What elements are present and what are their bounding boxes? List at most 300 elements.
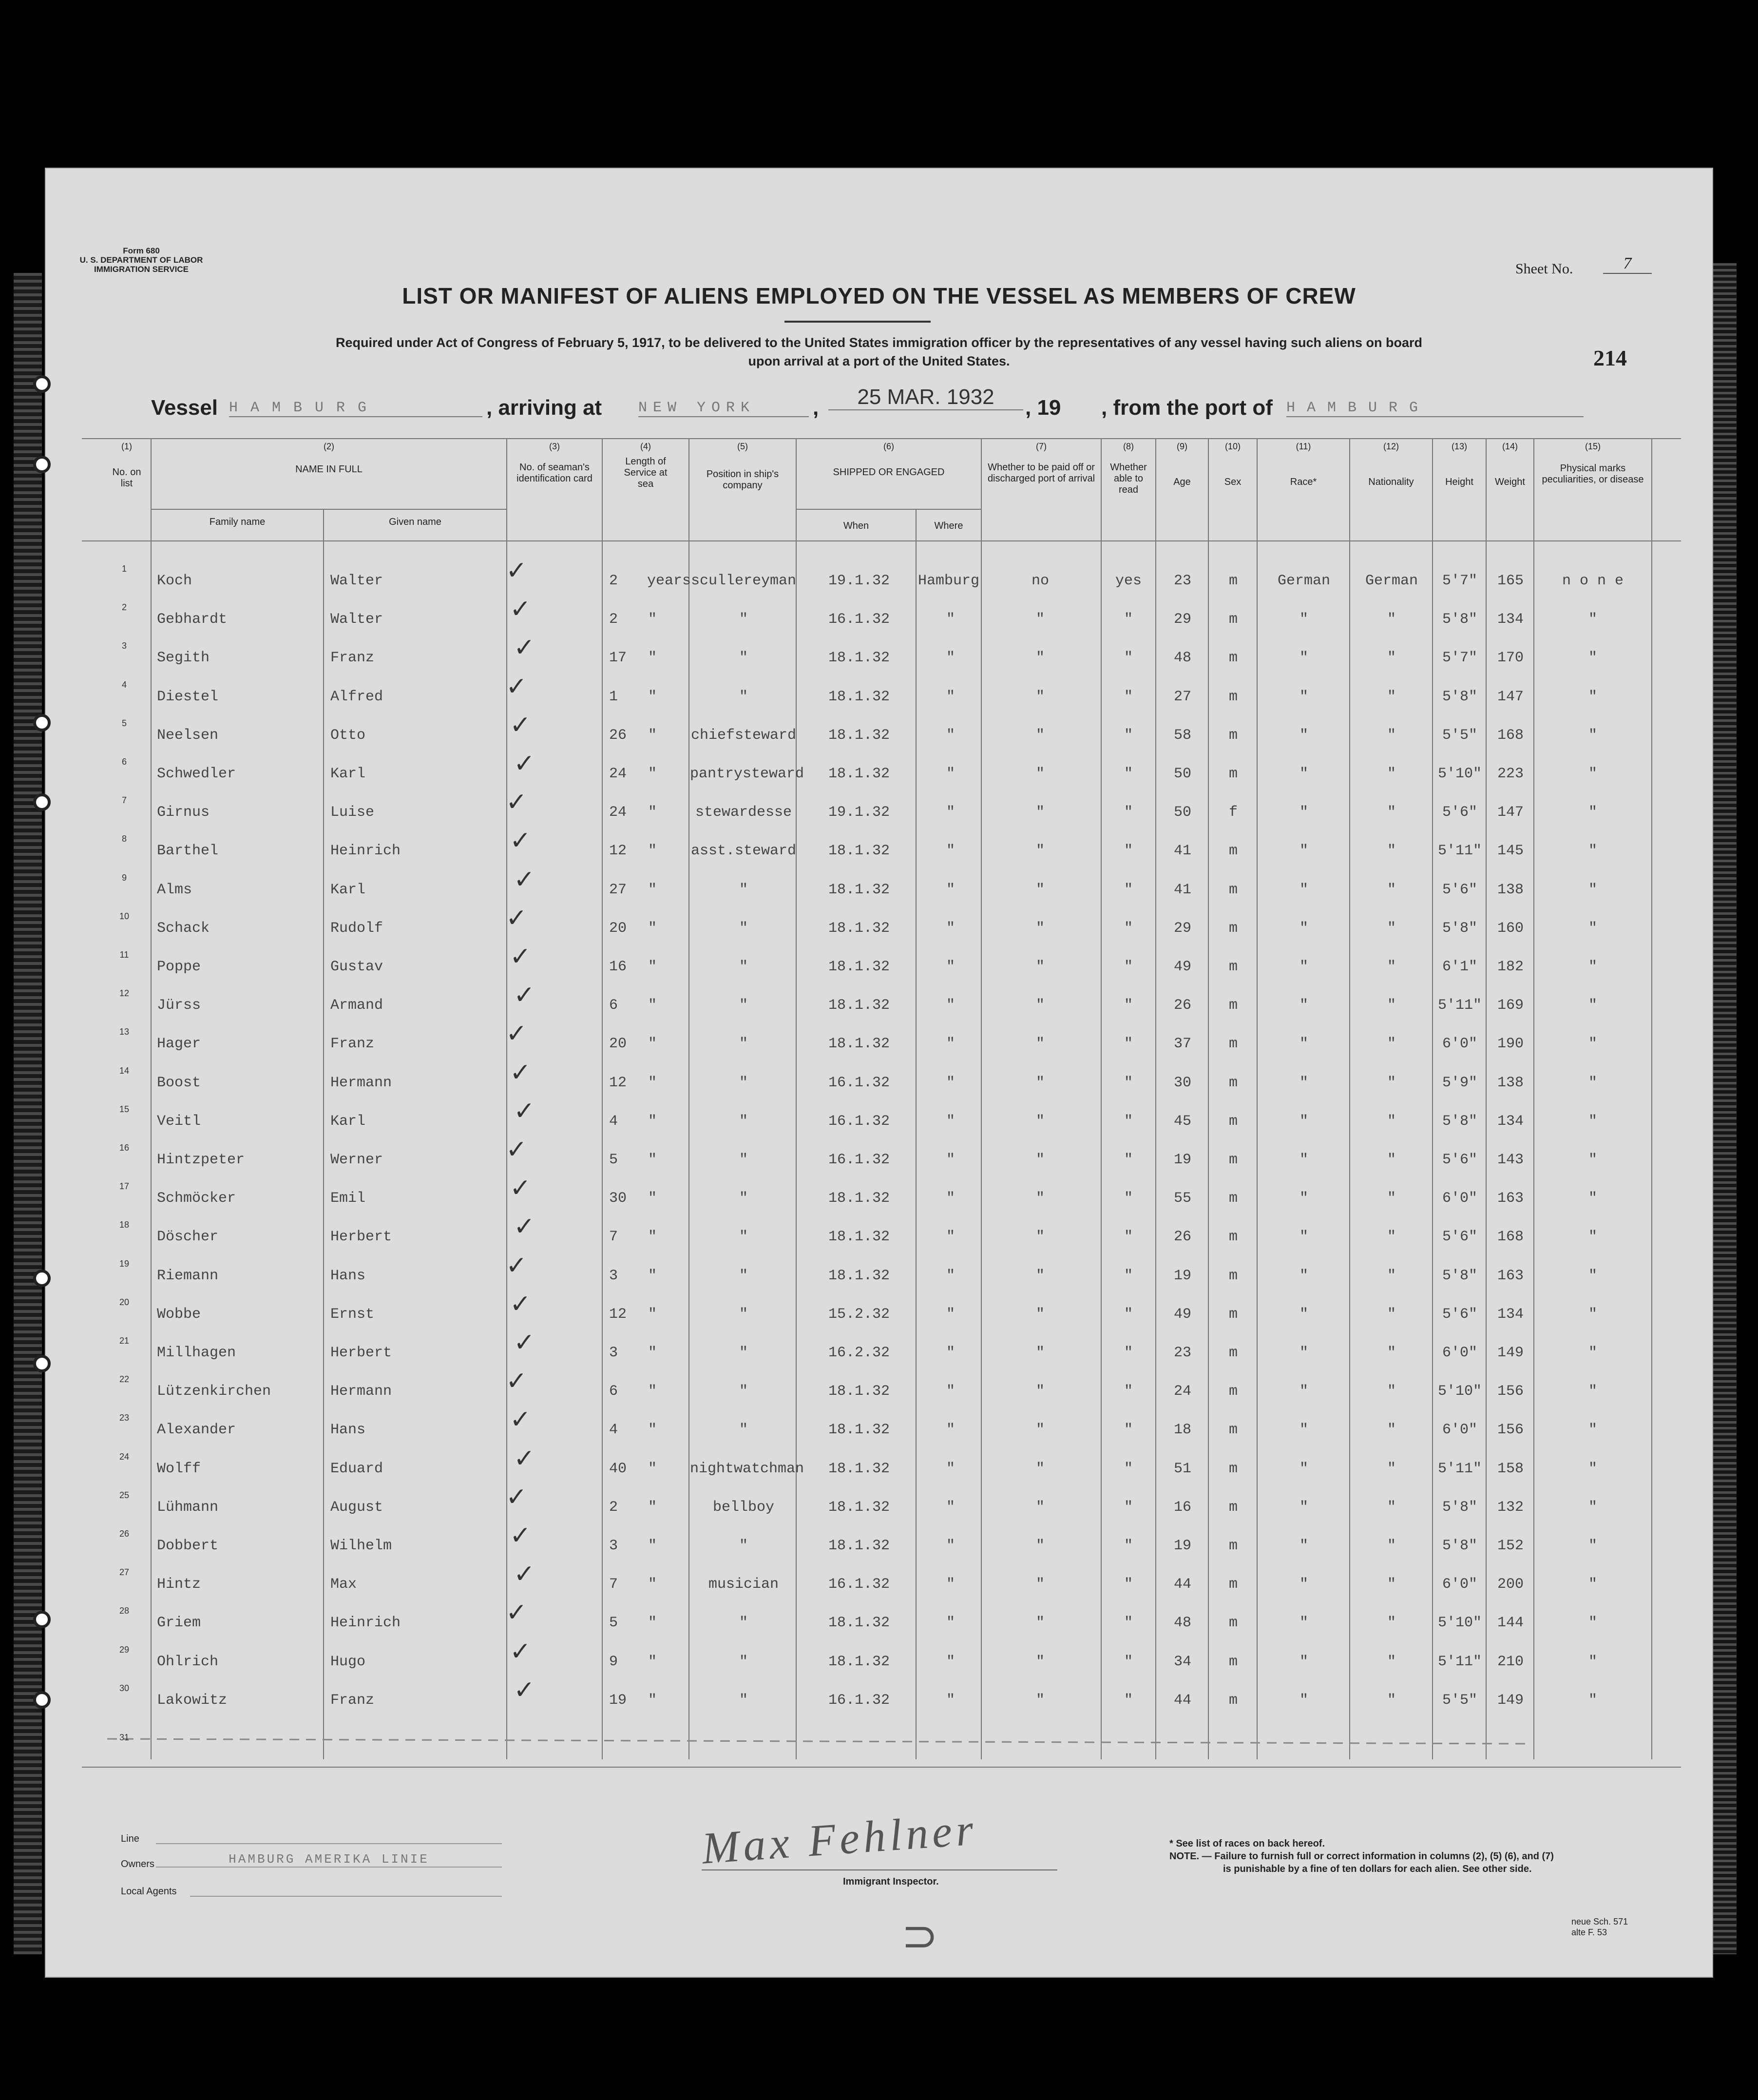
ditto-mark: " <box>1299 843 1308 860</box>
row-number: 5 <box>121 718 127 728</box>
ditto-mark: " <box>946 843 955 860</box>
given-name: Herbert <box>330 1229 392 1246</box>
position: nightwatchman <box>690 1460 804 1477</box>
ditto-mark: " <box>946 1460 955 1477</box>
ditto-mark: " <box>1387 1229 1396 1246</box>
sex: m <box>1228 959 1238 975</box>
family-name: Segith <box>157 650 210 667</box>
shipped-when: 19.1.32 <box>828 573 890 589</box>
sex: m <box>1228 1267 1238 1284</box>
col7-label: Whether to be paid off or discharged port of arrival <box>987 462 1095 484</box>
col6-number: (6) <box>883 442 894 451</box>
given-name: Otto <box>330 727 366 744</box>
weight: 145 <box>1497 843 1524 860</box>
ditto-mark: " <box>1124 1152 1133 1168</box>
ditto-mark: " <box>1299 1615 1308 1632</box>
ditto-mark: " <box>1124 611 1133 628</box>
position: " <box>739 1152 748 1168</box>
position: " <box>739 1653 748 1670</box>
identification-check: ✓ <box>510 1521 531 1550</box>
weight: 138 <box>1497 881 1524 898</box>
weight: 200 <box>1497 1576 1524 1593</box>
age: 19 <box>1173 1538 1191 1554</box>
ditto-mark: " <box>1124 1499 1133 1516</box>
ditto-mark: " <box>1035 727 1045 744</box>
identification-check: ✓ <box>514 749 535 778</box>
row-number: 6 <box>121 757 127 767</box>
identification-check: ✓ <box>506 672 527 701</box>
ditto-mark: " <box>1035 1306 1045 1323</box>
height: 5'8" <box>1442 1538 1477 1554</box>
ditto-mark: " <box>1387 650 1396 667</box>
family-name: Wolff <box>157 1460 201 1477</box>
ditto-mark: " <box>648 1306 657 1323</box>
ditto-mark: " <box>946 766 955 782</box>
age: 49 <box>1173 959 1191 975</box>
identification-check: ✓ <box>510 710 531 740</box>
col4-label: Length of Service at sea <box>624 456 668 489</box>
shipped-when: 15.2.32 <box>828 1306 890 1323</box>
ditto-mark: " <box>946 1074 955 1091</box>
ditto-mark: " <box>1299 1538 1308 1554</box>
ditto-mark: " <box>648 1422 657 1439</box>
ditto-mark: " <box>1299 1267 1308 1284</box>
weight: 160 <box>1497 920 1524 937</box>
col15-number: (15) <box>1585 442 1601 451</box>
ditto-mark: " <box>1588 1267 1597 1284</box>
height: 5'7" <box>1442 650 1477 667</box>
identification-check: ✓ <box>506 1019 527 1049</box>
age: 29 <box>1173 920 1191 937</box>
sex: m <box>1228 1383 1238 1400</box>
shipped-when: 18.1.32 <box>828 997 890 1014</box>
ditto-mark: " <box>1124 881 1133 898</box>
weight: 210 <box>1497 1653 1524 1670</box>
identification-check: ✓ <box>506 788 527 817</box>
row-number: 17 <box>119 1181 130 1192</box>
paid-off: no <box>1031 573 1049 589</box>
family-name: Koch <box>157 573 192 589</box>
ditto-mark: " <box>1299 1306 1308 1323</box>
length-of-service: 1 <box>609 688 618 705</box>
arrival-port: NEW YORK <box>638 400 809 417</box>
col14-label: Weight <box>1495 477 1525 487</box>
sex: m <box>1228 688 1238 705</box>
length-of-service: 3 <box>609 1267 618 1284</box>
row-number: 10 <box>119 911 130 921</box>
weight: 134 <box>1497 1113 1524 1130</box>
arriving-label: , arriving at <box>486 396 602 420</box>
shipped-where: Hamburg <box>918 573 980 589</box>
ditto-mark: " <box>1387 1345 1396 1361</box>
ditto-mark: " <box>1299 881 1308 898</box>
ditto-mark: " <box>1588 997 1597 1014</box>
ditto-mark: " <box>1124 1576 1133 1593</box>
family-name: Gebhardt <box>157 611 228 628</box>
identification-check: ✓ <box>514 865 535 894</box>
family-name: Girnus <box>157 804 210 821</box>
family-name: Jürss <box>157 997 201 1014</box>
inspector-label: Immigrant Inspector. <box>843 1876 939 1887</box>
ditto-mark: " <box>1588 1074 1597 1091</box>
position: " <box>739 1692 748 1709</box>
sex: m <box>1228 1460 1238 1477</box>
ditto-mark: " <box>1035 1383 1045 1400</box>
ditto-mark: " <box>1588 1306 1597 1323</box>
shipped-when: 16.1.32 <box>828 1113 890 1130</box>
identification-check: ✓ <box>506 1598 527 1628</box>
height: 5'8" <box>1442 611 1477 628</box>
ditto-mark: " <box>1035 1692 1045 1709</box>
col9-label: Age <box>1173 477 1191 487</box>
age: 26 <box>1173 1229 1191 1246</box>
given-name: Karl <box>330 1113 366 1130</box>
ditto-mark: " <box>946 1036 955 1053</box>
department-label: Form 680 U. S. DEPARTMENT OF LABOR IMMIGRATION SERVICE <box>79 246 203 274</box>
position: " <box>739 688 748 705</box>
race: German <box>1277 573 1331 589</box>
position: stewardesse <box>695 804 792 821</box>
ditto-mark: " <box>1124 766 1133 782</box>
given-name: Herbert <box>330 1345 392 1361</box>
ditto-mark: " <box>648 959 657 975</box>
ditto-mark: " <box>946 1306 955 1323</box>
ditto-mark: " <box>1299 1653 1308 1670</box>
sex: m <box>1228 1499 1238 1516</box>
ditto-mark: " <box>1035 1229 1045 1246</box>
ditto-mark: " <box>1299 804 1308 821</box>
family-name: Ohlrich <box>157 1653 219 1670</box>
row-number: 2 <box>121 602 127 613</box>
family-name: Schwedler <box>157 766 236 782</box>
ditto-mark: " <box>648 920 657 937</box>
age: 44 <box>1173 1692 1191 1709</box>
subtitle-line-1: Required under Act of Congress of February 5, 1917, to be delivered to the United States immigration officer by the representatives of any vessel having such aliens on board <box>335 335 1423 350</box>
col10-label: Sex <box>1224 477 1242 487</box>
sex: m <box>1228 1576 1238 1593</box>
given-name: Eduard <box>330 1460 383 1477</box>
length-of-service: 30 <box>609 1190 627 1207</box>
family-name: Boost <box>157 1074 201 1091</box>
age: 55 <box>1173 1190 1191 1207</box>
weight: 147 <box>1497 688 1524 705</box>
position: " <box>739 1345 748 1361</box>
position: " <box>739 1383 748 1400</box>
col12-number: (12) <box>1383 442 1399 451</box>
given-name: Hans <box>330 1267 366 1284</box>
sex: m <box>1228 1422 1238 1439</box>
ditto-mark: " <box>1588 1036 1597 1053</box>
ditto-mark: " <box>946 1615 955 1632</box>
row-number: 9 <box>121 872 127 883</box>
identification-check: ✓ <box>510 826 531 856</box>
row-number: 28 <box>119 1606 130 1616</box>
ditto-mark: " <box>1124 688 1133 705</box>
ditto-mark: " <box>1387 1306 1396 1323</box>
shipped-when: 16.1.32 <box>828 1152 890 1168</box>
ditto-mark: " <box>648 843 657 860</box>
identification-check: ✓ <box>514 1212 535 1242</box>
ditto-mark: " <box>648 1692 657 1709</box>
weight: 152 <box>1497 1538 1524 1554</box>
length-of-service: 12 <box>609 1306 627 1323</box>
position: " <box>739 881 748 898</box>
ditto-mark: " <box>1299 1460 1308 1477</box>
ditto-mark: " <box>648 727 657 744</box>
row-number: 20 <box>119 1297 130 1307</box>
ditto-mark: " <box>1035 1615 1045 1632</box>
ditto-mark: " <box>648 1152 657 1168</box>
age: 37 <box>1173 1036 1191 1053</box>
col9-number: (9) <box>1177 442 1187 451</box>
ditto-mark: " <box>1124 997 1133 1014</box>
length-of-service: 2 <box>609 573 618 589</box>
ditto-mark: " <box>1387 1190 1396 1207</box>
ditto-mark: " <box>1387 1267 1396 1284</box>
height: 6'0" <box>1442 1422 1477 1439</box>
ditto-mark: " <box>946 1345 955 1361</box>
identification-check: ✓ <box>514 1675 535 1705</box>
ditto-mark: " <box>946 1113 955 1130</box>
col1-label: No. on list <box>112 467 141 489</box>
ditto-mark: " <box>946 1190 955 1207</box>
age: 26 <box>1173 997 1191 1014</box>
identification-check: ✓ <box>514 981 535 1010</box>
height: 5'5" <box>1442 1692 1477 1709</box>
length-of-service: 27 <box>609 881 627 898</box>
vessel-label: Vessel <box>151 396 218 420</box>
col8-number: (8) <box>1123 442 1134 451</box>
given-name: Karl <box>330 766 366 782</box>
given-name: Wilhelm <box>330 1538 392 1554</box>
ditto-mark: " <box>1299 766 1308 782</box>
ditto-mark: " <box>1035 843 1045 860</box>
shipped-when: 18.1.32 <box>828 688 890 705</box>
age: 41 <box>1173 843 1191 860</box>
shipped-when: 18.1.32 <box>828 1036 890 1053</box>
col6-where-header: Where <box>934 520 963 531</box>
ditto-mark: " <box>1035 959 1045 975</box>
ditto-mark: " <box>648 997 657 1014</box>
subtitle-line-2: upon arrival at a port of the United States. <box>748 354 1010 368</box>
shipped-when: 18.1.32 <box>828 1538 890 1554</box>
ditto-mark: " <box>1035 1345 1045 1361</box>
sex: m <box>1228 1615 1238 1632</box>
length-of-service: 2 <box>609 611 618 628</box>
family-name: Hintzpeter <box>157 1152 245 1168</box>
age: 27 <box>1173 688 1191 705</box>
ditto-mark: " <box>1124 920 1133 937</box>
family-name: Alms <box>157 881 192 898</box>
position: " <box>739 1074 748 1091</box>
ditto-mark: " <box>946 881 955 898</box>
comma: , <box>813 396 819 420</box>
ditto-mark: " <box>1387 1576 1396 1593</box>
ditto-mark: " <box>1387 804 1396 821</box>
ditto-mark: " <box>1035 1152 1045 1168</box>
ditto-mark: " <box>648 1615 657 1632</box>
ditto-mark: " <box>1124 1383 1133 1400</box>
ditto-mark: " <box>1299 1576 1308 1593</box>
ditto-mark: " <box>1387 1074 1396 1091</box>
family-name: Lakowitz <box>157 1692 228 1709</box>
row-number: 18 <box>119 1220 130 1230</box>
shipped-when: 18.1.32 <box>828 650 890 667</box>
ditto-mark: " <box>946 959 955 975</box>
row-number: 23 <box>119 1413 130 1423</box>
ditto-mark: " <box>1387 688 1396 705</box>
penalty-note-cont: is punishable by a fine of ten dollars for each alien. See other side. <box>1223 1864 1532 1874</box>
position: " <box>739 611 748 628</box>
ditto-mark: " <box>1299 1074 1308 1091</box>
given-name: Franz <box>330 1036 375 1053</box>
weight: 143 <box>1497 1152 1524 1168</box>
sex: m <box>1228 573 1238 589</box>
ditto-mark: " <box>1299 1190 1308 1207</box>
family-name: Griem <box>157 1615 201 1632</box>
identification-check: ✓ <box>506 1482 527 1512</box>
position: " <box>739 1036 748 1053</box>
identification-check: ✓ <box>506 1251 527 1280</box>
length-of-service: 4 <box>609 1113 618 1130</box>
sex: m <box>1228 1229 1238 1246</box>
sex: m <box>1228 1538 1238 1554</box>
position: " <box>739 1267 748 1284</box>
ditto-mark: " <box>946 1653 955 1670</box>
weight: 149 <box>1497 1692 1524 1709</box>
height: 5'6" <box>1442 1229 1477 1246</box>
sheet-number: 7 <box>1603 254 1652 274</box>
shipped-when: 18.1.32 <box>828 766 890 782</box>
col15-label: Physical marks peculiarities, or disease <box>1542 463 1644 485</box>
ditto-mark: " <box>1035 1267 1045 1284</box>
line-label: Line <box>121 1833 139 1844</box>
position: musician <box>708 1576 779 1593</box>
row-number: 8 <box>121 834 127 844</box>
height: 5'10" <box>1437 766 1482 782</box>
age: 30 <box>1173 1074 1191 1091</box>
ditto-mark: " <box>648 611 657 628</box>
col2-given-header: Given name <box>389 517 441 527</box>
shipped-when: 18.1.32 <box>828 1653 890 1670</box>
sex: m <box>1228 1692 1238 1709</box>
ditto-mark: " <box>1299 1383 1308 1400</box>
family-name: Döscher <box>157 1229 219 1246</box>
line-rule <box>156 1843 502 1844</box>
ditto-mark: " <box>1387 1422 1396 1439</box>
stamped-number: 214 <box>1593 346 1627 370</box>
age: 16 <box>1173 1499 1191 1516</box>
ditto-mark: " <box>1035 650 1045 667</box>
shipped-when: 18.1.32 <box>828 1190 890 1207</box>
ditto-mark: " <box>1387 1036 1396 1053</box>
shipped-when: 18.1.32 <box>828 1229 890 1246</box>
row-number: 29 <box>119 1644 130 1655</box>
ditto-mark: " <box>648 1460 657 1477</box>
length-of-service: 12 <box>609 843 627 860</box>
weight: 223 <box>1497 766 1524 782</box>
length-of-service: 4 <box>609 1422 618 1439</box>
weight: 158 <box>1497 1460 1524 1477</box>
sex: m <box>1228 997 1238 1014</box>
row-number: 14 <box>119 1065 130 1076</box>
ditto-mark: " <box>1588 1692 1597 1709</box>
arrival-date-stamp: 25 MAR. 1932 <box>828 385 1023 410</box>
shipped-when: 18.1.32 <box>828 1460 890 1477</box>
family-name: Veitl <box>157 1113 201 1130</box>
ditto-mark: " <box>1588 920 1597 937</box>
sex: m <box>1228 1345 1238 1361</box>
ditto-mark: " <box>1387 1383 1396 1400</box>
col1-number: (1) <box>121 442 132 451</box>
ditto-mark: " <box>1588 959 1597 975</box>
identification-check: ✓ <box>506 1367 527 1396</box>
age: 51 <box>1173 1460 1191 1477</box>
length-of-service: 5 <box>609 1615 618 1632</box>
family-name: Hintz <box>157 1576 201 1593</box>
position: " <box>739 997 748 1014</box>
age: 49 <box>1173 1306 1191 1323</box>
height: 5'7" <box>1442 573 1477 589</box>
row-number: 30 <box>119 1683 130 1693</box>
sex: f <box>1228 804 1238 821</box>
family-name: Diestel <box>157 688 219 705</box>
col12-label: Nationality <box>1368 477 1414 487</box>
ditto-mark: " <box>1124 1267 1133 1284</box>
shipped-when: 16.1.32 <box>828 611 890 628</box>
ditto-mark: " <box>946 1267 955 1284</box>
ditto-mark: " <box>1588 1460 1597 1477</box>
ditto-mark: " <box>1124 843 1133 860</box>
position: scullereyman <box>690 573 797 589</box>
height: 5'11" <box>1437 997 1482 1014</box>
identification-check: ✓ <box>510 942 531 971</box>
height: 6'0" <box>1442 1345 1477 1361</box>
shipped-when: 18.1.32 <box>828 1267 890 1284</box>
local-agents-label: Local Agents <box>121 1886 177 1897</box>
height: 5'11" <box>1437 843 1482 860</box>
length-of-service: 16 <box>609 959 627 975</box>
sex: m <box>1228 766 1238 782</box>
signature-flourish: ⊃ <box>901 1912 938 1961</box>
year-label: , 19 <box>1025 396 1061 420</box>
weight: 170 <box>1497 650 1524 667</box>
height: 6'1" <box>1442 959 1477 975</box>
shipped-when: 19.1.32 <box>828 804 890 821</box>
page-title: LIST OR MANIFEST OF ALIENS EMPLOYED ON THE VESSEL AS MEMBERS OF CREW <box>402 283 1356 308</box>
weight: 163 <box>1497 1267 1524 1284</box>
ditto-mark: " <box>1387 1538 1396 1554</box>
age: 24 <box>1173 1383 1191 1400</box>
col2-label: NAME IN FULL <box>295 464 363 475</box>
row-number: 11 <box>119 950 129 960</box>
col3-label: No. of seaman's identification card <box>516 462 592 484</box>
shipped-when: 18.1.32 <box>828 881 890 898</box>
sex: m <box>1228 1074 1238 1091</box>
col4-number: (4) <box>640 442 651 451</box>
family-name: Neelsen <box>157 727 219 744</box>
given-name: Gustav <box>330 959 383 975</box>
ditto-mark: " <box>1124 1229 1133 1246</box>
ditto-mark: " <box>1387 766 1396 782</box>
ditto-mark: " <box>648 766 657 782</box>
ditto-mark: " <box>1124 1036 1133 1053</box>
position: " <box>739 920 748 937</box>
ditto-mark: " <box>946 920 955 937</box>
ditto-mark: " <box>946 997 955 1014</box>
length-of-service: 20 <box>609 1036 627 1053</box>
weight: 144 <box>1497 1615 1524 1632</box>
